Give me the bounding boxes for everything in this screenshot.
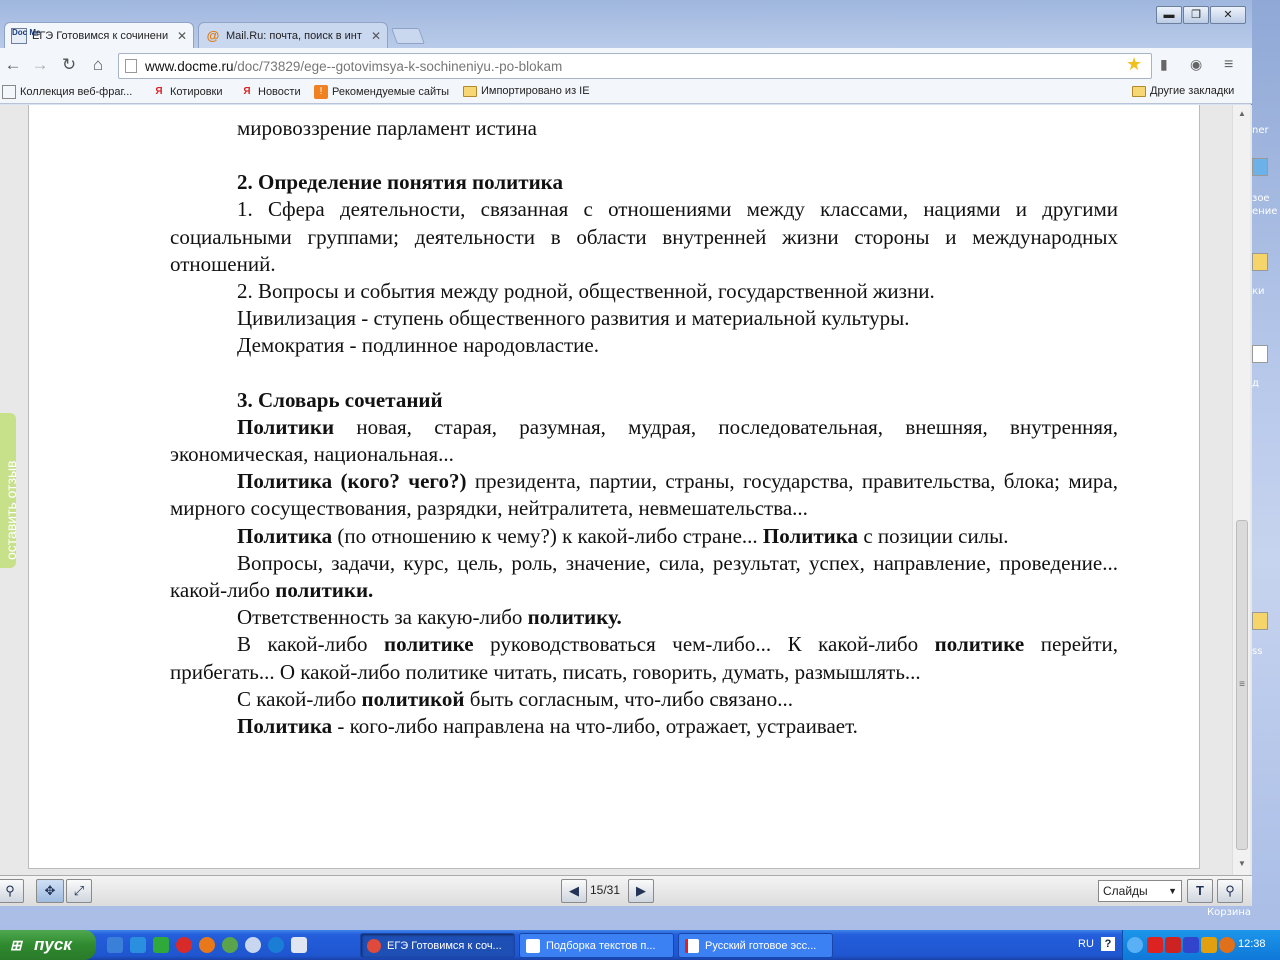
bookmark-item[interactable]: [240, 85, 301, 99]
page-counter: 15/31: [590, 883, 621, 897]
close-icon[interactable]: ✕: [176, 28, 187, 43]
minimize-button[interactable]: ▬: [1156, 6, 1182, 24]
tray-bluetooth-icon[interactable]: [1183, 937, 1199, 953]
paragraph: Демократия - подлинное народовластие.: [237, 333, 599, 358]
feedback-label: оставить отзыв: [3, 460, 19, 560]
bookmark-label: Импортировано из IE: [481, 85, 590, 97]
feedback-tab[interactable]: [0, 413, 19, 568]
start-button[interactable]: [0, 930, 96, 960]
quicklaunch-opera-icon[interactable]: [176, 937, 192, 953]
view-mode-value: Слайды: [1103, 884, 1148, 898]
paragraph: В какой-либо политике руководствоваться чем-либо... К какой-либо политике перейти, прибегать... О какой-либо политике читать, писать, говорить, думать, размышлять...: [170, 632, 1118, 684]
taskbar-item-chrome[interactable]: [360, 933, 515, 958]
desktop-icon-label: д: [1252, 378, 1259, 389]
menu-icon[interactable]: ≡: [1224, 56, 1234, 73]
close-icon[interactable]: ✕: [370, 28, 381, 43]
pan-tool-icon[interactable]: ✥: [36, 879, 64, 903]
desktop-icon[interactable]: [1252, 612, 1268, 630]
tab-strip: [0, 0, 1252, 48]
document-text: [170, 115, 1118, 740]
quicklaunch-ie-icon[interactable]: [130, 937, 146, 953]
tray-app-icon[interactable]: [1201, 937, 1217, 953]
scroll-down-arrow-icon[interactable]: ▼: [1238, 859, 1246, 868]
bookmark-label: Новости: [258, 86, 301, 98]
bookmark-label: Коллекция веб-фраг...: [20, 86, 133, 98]
quicklaunch-app-icon[interactable]: [245, 937, 261, 953]
bookmark-item[interactable]: [2, 85, 132, 99]
vertical-scrollbar[interactable]: [1232, 105, 1250, 875]
tray-app-icon[interactable]: [1147, 937, 1163, 953]
docme-favicon-icon: Doc Me: [11, 28, 27, 44]
bookmark-star-icon[interactable]: ★: [1126, 54, 1143, 74]
bookmark-item[interactable]: [314, 85, 449, 99]
paragraph: Ответственность за какую-либо политику.: [237, 605, 622, 630]
document-viewer: [0, 105, 1252, 875]
other-bookmarks-folder[interactable]: [1132, 85, 1234, 97]
quicklaunch-chrome-icon[interactable]: [268, 937, 284, 953]
pdf-icon: [685, 939, 699, 953]
signal-icon[interactable]: ▮: [1160, 56, 1168, 72]
back-arrow-icon[interactable]: ←: [4, 55, 22, 74]
prev-page-button[interactable]: ◀: [561, 879, 587, 903]
page-icon: [125, 59, 137, 73]
folder-icon: [1132, 86, 1146, 97]
url-host: www.docme.ru: [145, 58, 234, 74]
tray-antivirus-icon[interactable]: [1165, 937, 1181, 953]
desktop-icon-label: ение: [1252, 206, 1278, 217]
taskbar: [0, 930, 1280, 960]
fit-page-icon[interactable]: ⤢: [66, 879, 92, 903]
scroll-up-arrow-icon[interactable]: ▲: [1238, 109, 1246, 118]
tab-title: Mail.Ru: почта, поиск в инт: [226, 29, 362, 42]
desktop-icon-label: ss: [1252, 646, 1263, 657]
paragraph: Политики новая, старая, разумная, мудрая, последовательная, внешняя, внутренняя, экономическая, национальная...: [170, 414, 1118, 467]
help-icon[interactable]: ?: [1101, 937, 1115, 951]
maximize-button[interactable]: ❐: [1183, 6, 1209, 24]
paragraph: 2. Вопросы и события между родной, общественной, государственной жизни.: [237, 279, 935, 304]
url-path: /doc/73829/ege--gotovimsya-k-sochineniyu.-po-blokam: [233, 58, 563, 74]
language-indicator[interactable]: RU: [1078, 938, 1094, 950]
page-icon: [2, 85, 16, 99]
viewer-toolbar: [0, 875, 1252, 906]
paragraph: Политика (по отношению к чему?) к какой-либо стране... Политика с позиции силы.: [237, 523, 1009, 548]
search-icon[interactable]: ⚲: [1217, 879, 1243, 903]
extension-icon[interactable]: ◉: [1190, 56, 1203, 72]
taskbar-item-word[interactable]: [519, 933, 674, 958]
chrome-icon: [367, 939, 381, 953]
task-label: ЕГЭ Готовимся к соч...: [387, 940, 502, 952]
yandex-icon: Я: [155, 86, 163, 97]
document-icon: [526, 939, 540, 953]
quicklaunch-firefox-icon[interactable]: [199, 937, 215, 953]
address-bar[interactable]: [118, 53, 1152, 79]
suggested-sites-icon: !: [314, 85, 328, 99]
bookmark-folder[interactable]: [463, 85, 590, 97]
tray-arrow-icon[interactable]: [1127, 937, 1143, 953]
quicklaunch-app-icon[interactable]: [291, 937, 307, 953]
desktop-icon[interactable]: [1252, 253, 1268, 271]
taskbar-item-pdf[interactable]: [678, 933, 833, 958]
task-label: Русский готовое эсс...: [705, 940, 817, 952]
desktop-icon-label: ner: [1252, 125, 1269, 136]
quicklaunch-app-icon[interactable]: [153, 937, 169, 953]
chevron-down-icon: ▼: [1168, 886, 1177, 896]
windows-logo-icon: ⊞: [10, 937, 22, 953]
start-label: пуск: [34, 935, 72, 954]
document-page: [28, 105, 1200, 869]
view-mode-select[interactable]: [1098, 880, 1182, 902]
task-label: Подборка текстов п...: [546, 940, 656, 952]
home-icon[interactable]: ⌂: [92, 55, 104, 74]
forward-arrow-icon[interactable]: →: [31, 55, 49, 74]
bookmark-label: Котировки: [170, 86, 223, 98]
bookmark-item[interactable]: [152, 85, 223, 99]
section-heading: 2. Определение понятия политика: [237, 170, 563, 195]
yandex-icon: Я: [243, 86, 251, 97]
browser-toolbar: [0, 48, 1252, 82]
close-window-button[interactable]: ✕: [1210, 6, 1246, 24]
paragraph: 1. Сфера деятельности, связанная с отношениями между классами, нациями и другими социальными группами; деятельности в области внутренней жизни стороны и международных отношений.: [170, 197, 1118, 276]
mailru-favicon-icon: @: [206, 27, 220, 43]
paragraph: Цивилизация - ступень общественного развития и материальной культуры.: [237, 306, 910, 331]
desktop-icon-label: ки: [1252, 286, 1265, 297]
clock: 12:38: [1238, 938, 1266, 950]
paragraph: Политика - кого-либо направлена на что-либо, отражает, устраивает.: [237, 714, 858, 739]
folder-icon: [463, 86, 477, 97]
magnifier-icon[interactable]: ⚲: [0, 879, 24, 903]
bookmark-label: Рекомендуемые сайты: [332, 86, 450, 98]
paragraph: Вопросы, задачи, курс, цель, роль, значение, сила, результат, успех, направление, проведение... какой-либо политики.: [170, 550, 1118, 603]
text-tool-icon[interactable]: T: [1187, 879, 1213, 903]
desktop-icon[interactable]: [1252, 158, 1268, 176]
reload-icon[interactable]: ↻: [61, 55, 77, 74]
desktop-icon[interactable]: [1252, 345, 1268, 363]
bookmarks-bar: [0, 82, 1252, 104]
next-page-button[interactable]: ▶: [628, 879, 654, 903]
new-tab-button[interactable]: [391, 28, 425, 44]
quicklaunch-desktop-icon[interactable]: [107, 937, 123, 953]
quicklaunch-app-icon[interactable]: [222, 937, 238, 953]
paragraph: С какой-либо политикой быть согласным, что-либо связано...: [237, 686, 794, 711]
bookmark-label: Другие закладки: [1150, 85, 1235, 97]
tab-mailru[interactable]: [198, 22, 388, 48]
desktop-icon-label: зое: [1252, 193, 1270, 204]
paragraph: Политика (кого? чего?) президента, партии, страны, государства, правительства, блока; мира, мирного сосуществования, разрядки, нейтралитета, невмешательства...: [170, 469, 1118, 521]
tray-app-icon[interactable]: [1219, 937, 1235, 953]
scroll-grip-icon: ≡: [1239, 679, 1245, 690]
text-line: мировоззрение парламент истина: [237, 116, 537, 140]
tab-docme[interactable]: [4, 22, 194, 48]
recycle-bin-label: Корзина: [1207, 907, 1252, 918]
tab-title: ЕГЭ Готовимся к сочинени: [32, 29, 169, 42]
section-heading: 3. Словарь сочетаний: [237, 387, 443, 412]
